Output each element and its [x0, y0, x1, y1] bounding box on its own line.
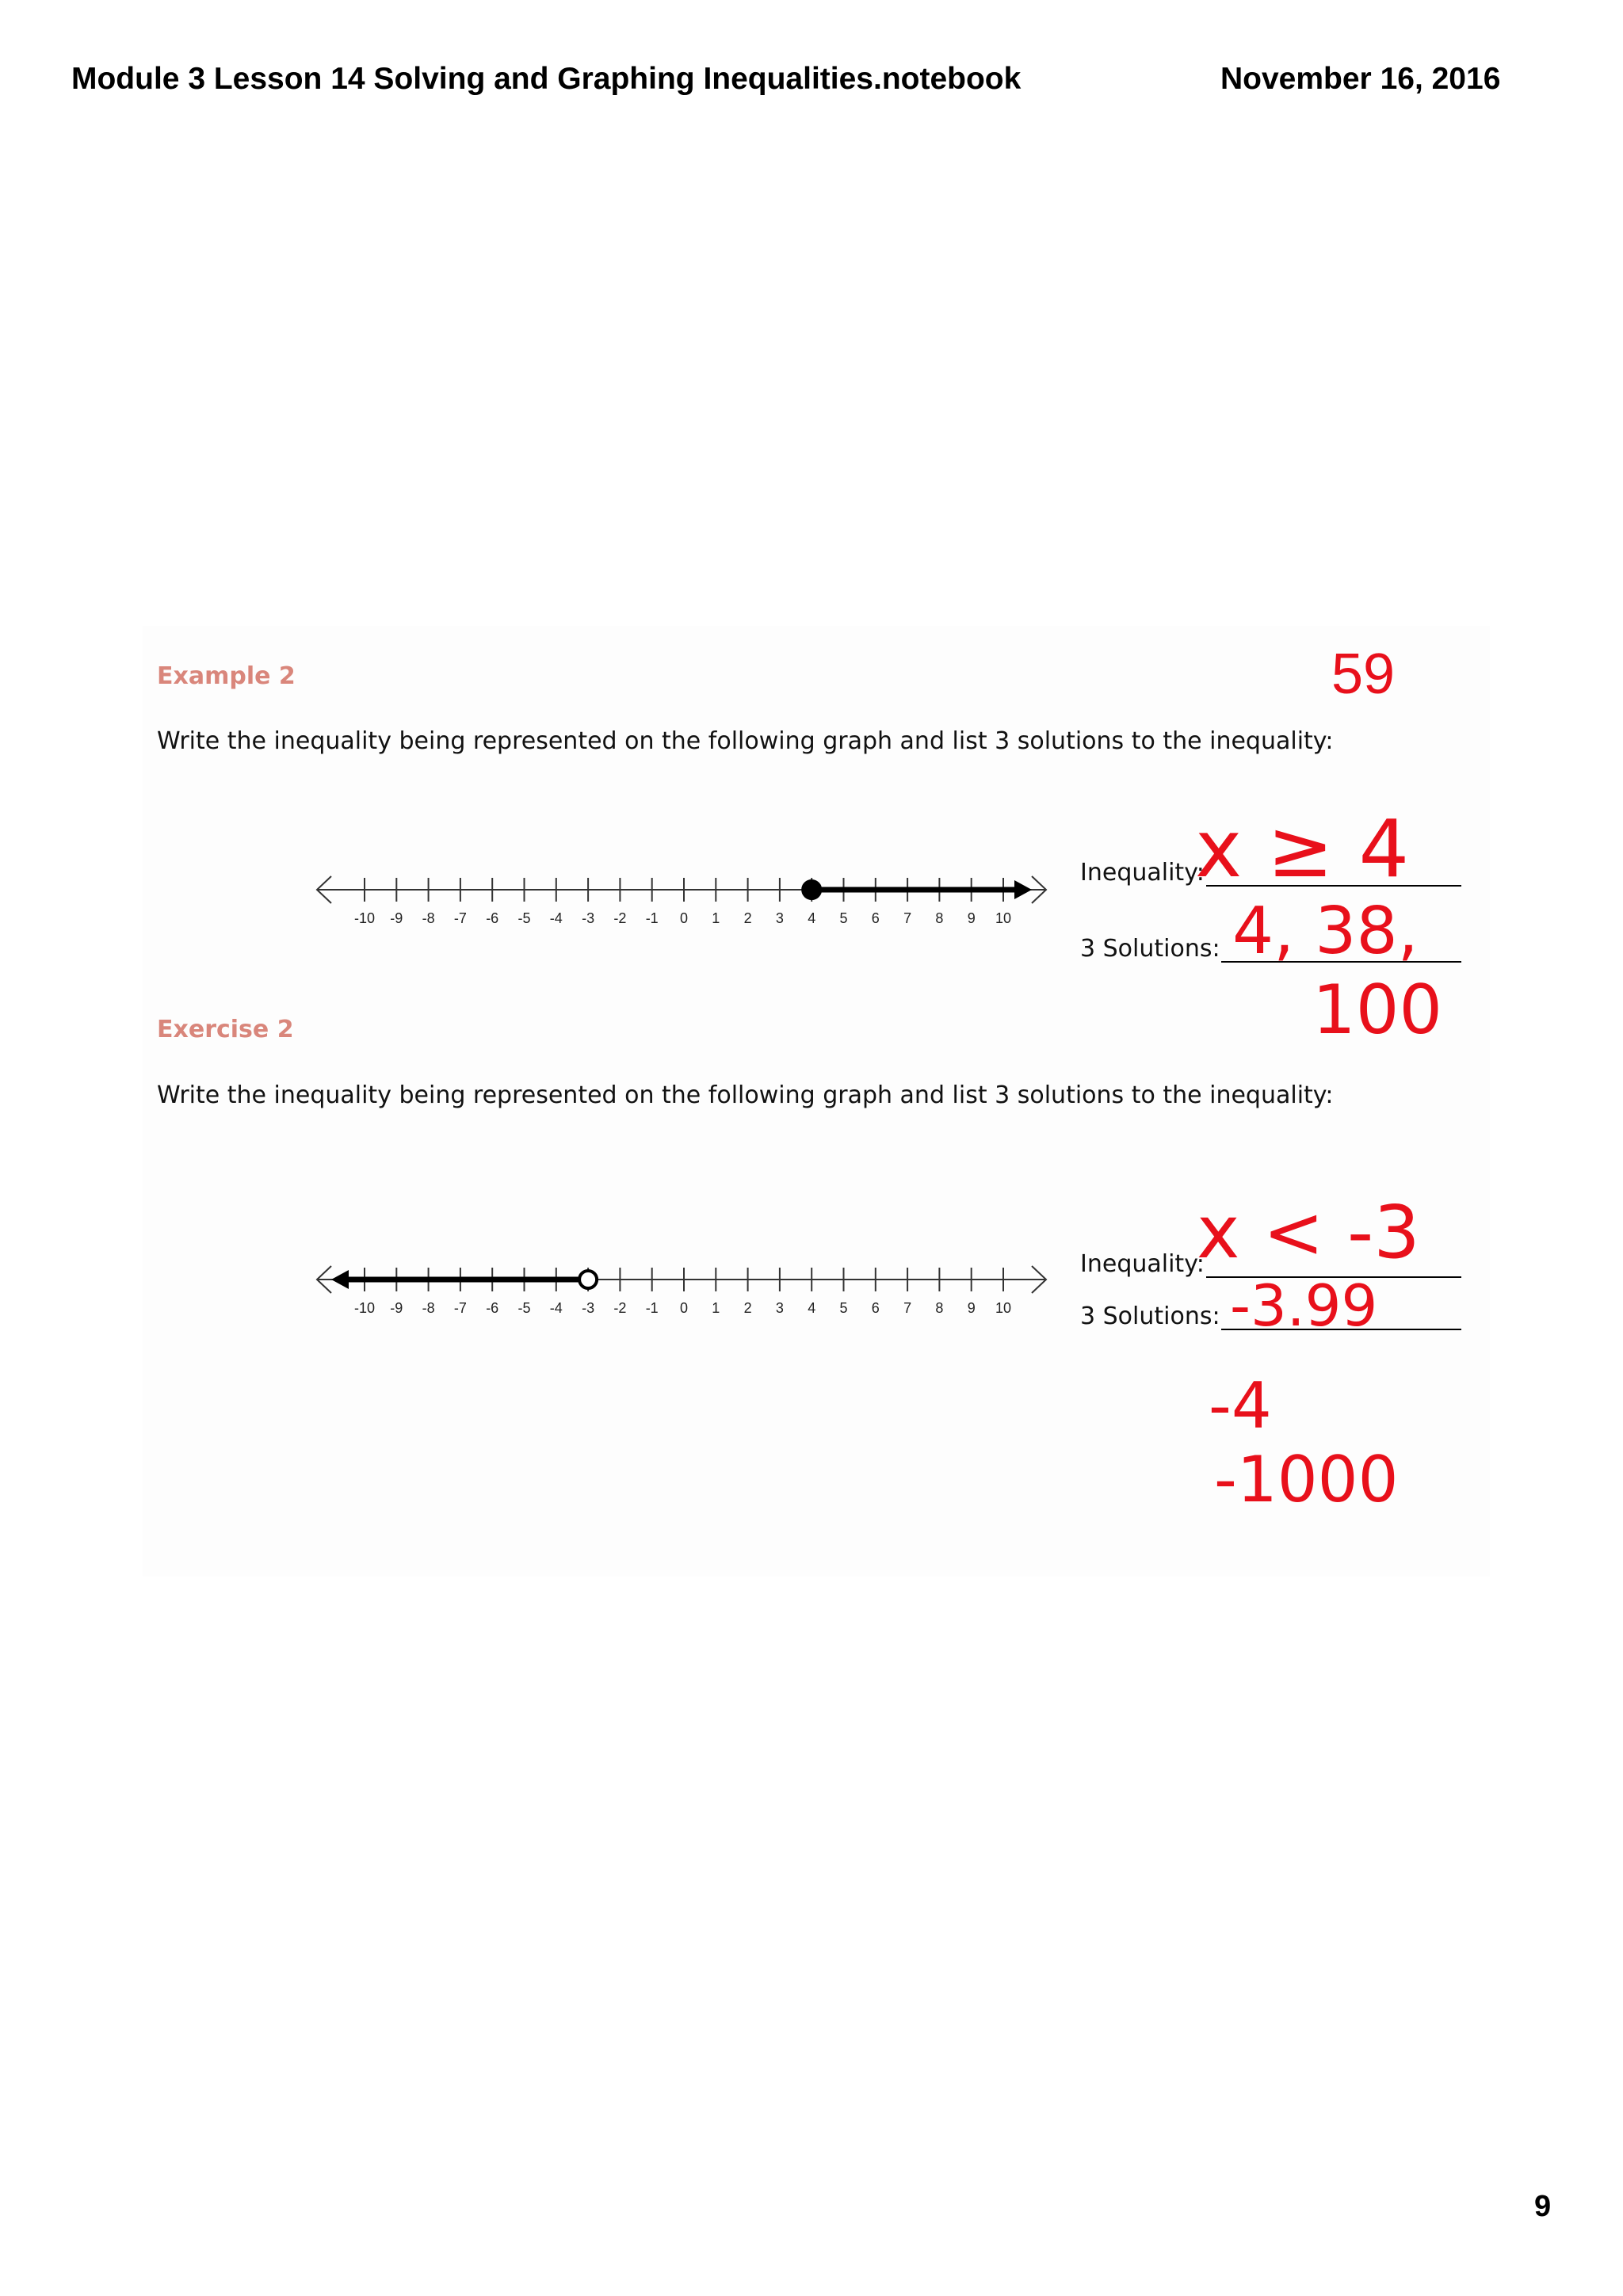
exercise-tick-label: 9: [967, 1300, 976, 1316]
example-handwritten-solution-3: 100: [1312, 971, 1443, 1050]
example-tick-label: 7: [903, 910, 912, 926]
exercise-tick-label: 5: [839, 1300, 848, 1316]
example-tick-label: -6: [486, 910, 499, 926]
example-handwritten-solutions: 4, 38,: [1232, 894, 1419, 969]
example-tick-label: -2: [613, 910, 627, 926]
example-tick-label: 0: [679, 910, 689, 926]
example-tick-label: -7: [453, 910, 467, 926]
exercise-tick-label: -5: [517, 1300, 531, 1316]
exercise-tick-label: -7: [453, 1300, 467, 1316]
example-tick-label: -9: [390, 910, 403, 926]
exercise-solutions-label: 3 Solutions:: [1080, 1302, 1220, 1330]
exercise-handwritten-solution-2: -4: [1209, 1369, 1272, 1443]
exercise-handwritten-solution-1: -3.99: [1230, 1272, 1378, 1339]
exercise-tick-label: 8: [935, 1300, 944, 1316]
exercise-tick-label: 1: [712, 1300, 720, 1316]
exercise-instruction: Write the inequality being represented on the following graph and list 3 solutions to the inequality:: [157, 1081, 1334, 1109]
exercise-tick-label: -4: [549, 1300, 563, 1316]
exercise-tick-label: 10: [995, 1300, 1012, 1316]
example-tick-label: -8: [422, 910, 435, 926]
example-tick-label: -5: [517, 910, 531, 926]
example-label: Example 2: [157, 662, 296, 690]
exercise-handwritten-solution-3: -1000: [1214, 1443, 1399, 1516]
exercise-tick-label: -1: [645, 1300, 659, 1316]
example-tick-label: -3: [582, 910, 595, 926]
exercise-tick-label: -6: [486, 1300, 499, 1316]
exercise-tick-label: 2: [743, 1300, 752, 1316]
example-tick-label: 1: [712, 910, 720, 926]
exercise-tick-label: -8: [422, 1300, 435, 1316]
document-date: November 16, 2016: [1220, 62, 1501, 96]
exercise-tick-label: 4: [808, 1300, 816, 1316]
exercise-tick-label: -9: [390, 1300, 403, 1316]
example-tick-label: 8: [935, 910, 944, 926]
example-tick-label: 6: [871, 910, 880, 926]
exercise-tick-label: -3: [582, 1300, 595, 1316]
example-tick-label: 5: [839, 910, 848, 926]
exercise-handwritten-inequality: x < -3: [1197, 1190, 1420, 1275]
example-endpoint: [803, 881, 820, 898]
example-tick-label: 2: [743, 910, 752, 926]
exercise-tick-label: 3: [775, 1300, 784, 1316]
handwritten-score: 59: [1331, 643, 1396, 706]
exercise-inequality-label: Inequality:: [1080, 1250, 1205, 1278]
example-ray-arrowhead: [1014, 880, 1032, 899]
example-inequality-label: Inequality:: [1080, 859, 1205, 887]
page-number: 9: [1534, 2190, 1552, 2223]
example-tick-label: 10: [995, 910, 1012, 926]
exercise-tick-label: 0: [679, 1300, 689, 1316]
exercise-tick-label: 7: [903, 1300, 912, 1316]
example-tick-label: 4: [808, 910, 816, 926]
example-number-line: [309, 864, 1062, 935]
example-tick-label: 9: [967, 910, 976, 926]
exercise-tick-label: 6: [871, 1300, 880, 1316]
exercise-endpoint: [579, 1271, 597, 1288]
example-tick-label: -4: [549, 910, 563, 926]
exercise-tick-label: -2: [613, 1300, 627, 1316]
exercise-tick-label: -10: [353, 1300, 376, 1316]
exercise-ray-arrowhead: [331, 1270, 349, 1289]
exercise-number-line: [309, 1253, 1062, 1325]
document-title: Module 3 Lesson 14 Solving and Graphing Inequalities.notebook: [71, 62, 1022, 96]
example-handwritten-inequality: x ≥ 4: [1195, 803, 1410, 895]
exercise-label: Exercise 2: [157, 1016, 294, 1043]
example-tick-label: -1: [645, 910, 659, 926]
example-tick-label: 3: [775, 910, 784, 926]
example-instruction: Write the inequality being represented on the following graph and list 3 solutions to the inequality:: [157, 727, 1334, 755]
example-tick-label: -10: [353, 910, 376, 926]
example-solutions-label: 3 Solutions:: [1080, 935, 1220, 963]
